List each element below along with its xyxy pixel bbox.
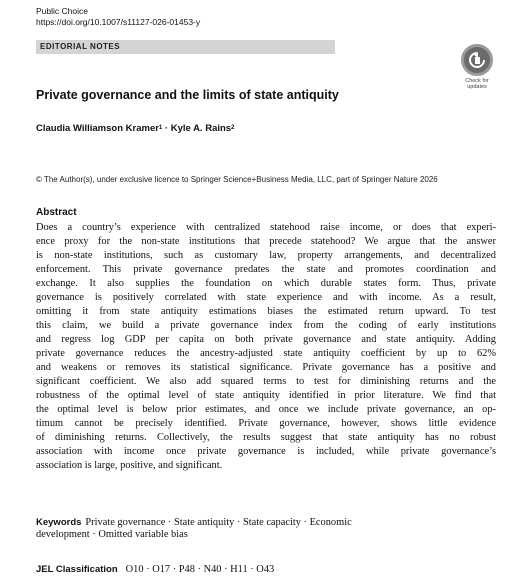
jel-codes: O10 · O17 · P48 · N40 · H11 · O43 (125, 564, 275, 575)
abstract-line: timum cannot be precisely identified. Private governance, however, shows little evidence (36, 418, 496, 429)
affiliation-marker[interactable]: 2 (231, 125, 235, 131)
abstract-line: the optimal level is below prior estimates, and once we include private governance, an op- (36, 404, 496, 415)
abstract-line: and regress log GDP per capita on both private governance and state antiquity. Adding (36, 334, 496, 345)
abstract-line: is non-state institutions, such as customary law, property arrangements, and decentralized (36, 250, 496, 261)
keywords-list-continued: development · Omitted variable bias (36, 529, 188, 540)
abstract-line: robustness of the optimal level of state antiquity identified in prior literature. We find that (36, 390, 496, 401)
check-for-updates-icon (461, 44, 493, 76)
section-label: EDITORIAL NOTES (36, 40, 335, 54)
abstract-line: exchange. It also supplies the foundation on which durable states form. Thus, private (36, 278, 496, 289)
article-title: Private governance and the limits of state antiquity (36, 88, 339, 102)
copyright-notice: © The Author(s), under exclusive licence to Springer Science+Business Media, LLC, part of Springer Nature 2026 (36, 175, 438, 184)
abstract-line: private governance reduces the ancestry-adjusted state antiquity coefficient by up to 62% (36, 348, 496, 359)
abstract-line: and weakens or removes its statistical significance. Private governance has a positive and (36, 362, 496, 373)
abstract-line: association is large, positive, and significant. (36, 460, 223, 471)
badge-line-1: Check for (465, 78, 489, 84)
author-name[interactable]: Kyle A. Rains (170, 123, 232, 134)
affiliation-marker[interactable]: 1 (158, 125, 163, 131)
abstract-body (36, 221, 496, 473)
abstract-line: omitting it from state antiquity estimations biases the estimated return upward. To test (36, 306, 496, 317)
abstract-heading: Abstract (36, 207, 77, 218)
abstract-line: Does a country’s experience with centralized statehood raise income, or does that experi- (36, 222, 496, 233)
badge-line-2: updates (467, 84, 487, 90)
keywords-label: Keywords (36, 517, 82, 528)
jel-classification (36, 561, 274, 577)
author-name[interactable]: Claudia Williamson Kramer (36, 123, 159, 134)
jel-label: JEL Classification (36, 564, 118, 575)
abstract-line: significant coefficient. We also add squared terms to test for diminishing returns and the (36, 376, 496, 387)
abstract-line: enforcement. This private governance predates the state and promotes coordination and (36, 264, 496, 275)
author-list (36, 123, 234, 135)
keywords-section (36, 514, 496, 542)
abstract-line: this claim, we build a private governance index from the coding of early institutions (36, 320, 496, 331)
abstract-line: association with income once private governance is included, while private governance’s (36, 446, 496, 457)
author-separator: · (164, 123, 169, 134)
journal-name: Public Choice (36, 6, 88, 16)
abstract-line: of diminishing returns. Collectively, the results suggest that state antiquity has no robust (36, 432, 496, 443)
doi-link[interactable]: https://doi.org/10.1007/s11127-026-01453-y (36, 17, 201, 27)
abstract-line: governance is positively correlated with state experience and with income. As a result, (36, 292, 496, 303)
check-for-updates-badge[interactable] (458, 44, 496, 94)
keywords-list: Private governance · State antiquity · State capacity · Economic (85, 517, 352, 528)
abstract-line: ence proxy for the non-state institutions that precede statehood? We argue that the answer (36, 236, 496, 247)
